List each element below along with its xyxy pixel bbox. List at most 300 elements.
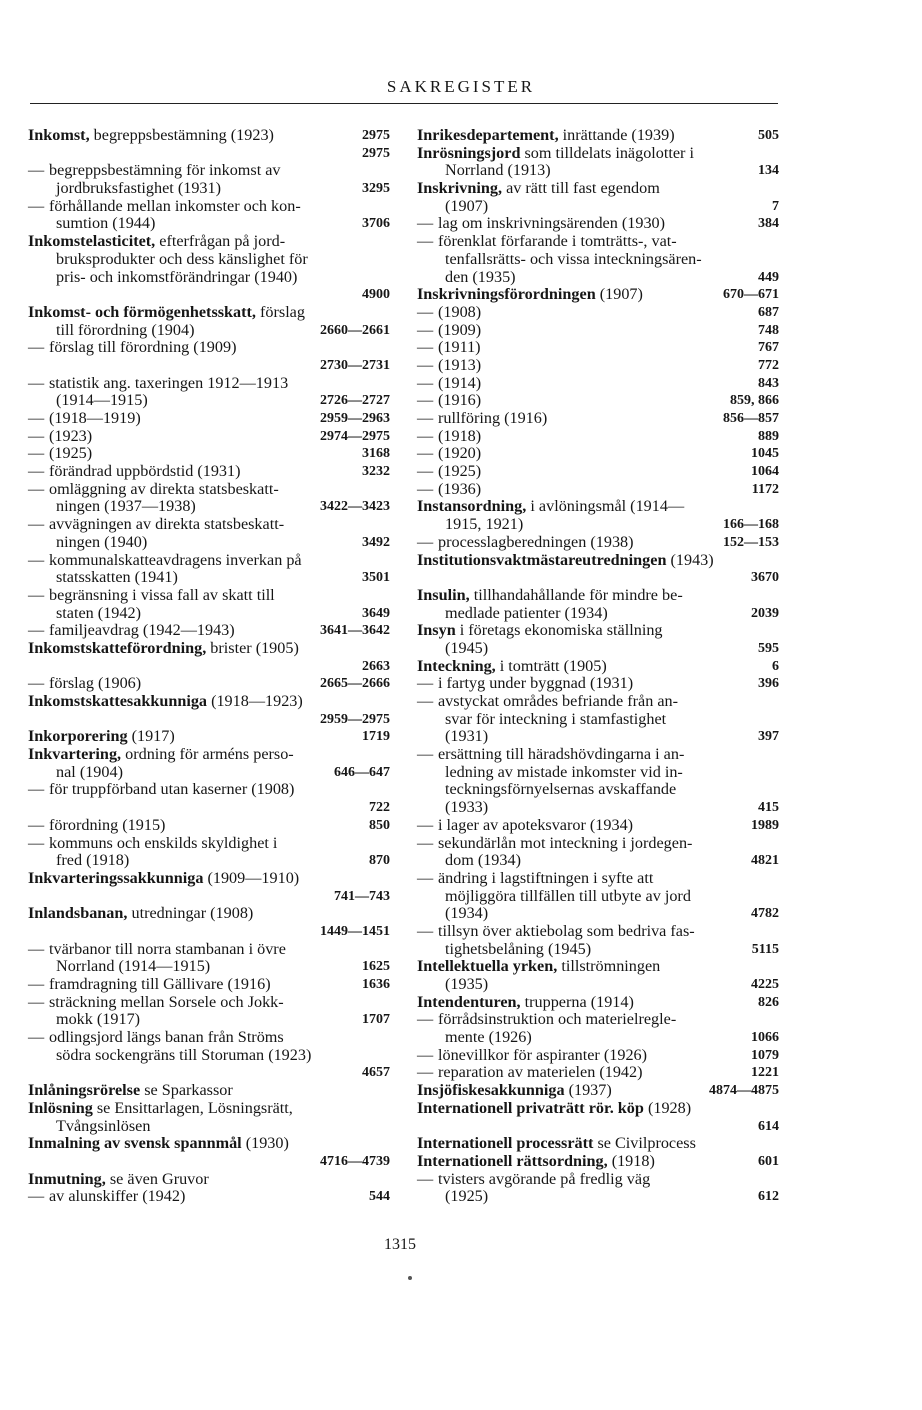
entry-text	[56, 322, 194, 340]
index-entry	[28, 1082, 390, 1100]
index-entry	[417, 1153, 779, 1171]
page-reference: 4782	[751, 906, 779, 922]
right-column	[417, 127, 779, 1206]
page-reference: 4821	[751, 853, 779, 869]
entry-description: tenfallsrätts- och vissa inteckningsären-	[445, 249, 702, 268]
page-reference: 1064	[751, 464, 779, 480]
entry-description: (1925)	[49, 444, 93, 463]
page-reference: 1449—1451	[320, 923, 390, 939]
entry-text	[445, 976, 488, 994]
entry-line	[417, 1011, 779, 1029]
ditto-dash: —	[417, 921, 434, 940]
entry-description: förändrad uppbördstid (1931)	[49, 462, 241, 481]
entry-line	[28, 1171, 390, 1189]
entry-line	[417, 516, 779, 534]
index-entry	[28, 1135, 390, 1170]
index-entry	[417, 693, 779, 746]
entry-headword: Inteckning,	[417, 656, 496, 675]
entry-text	[417, 835, 692, 853]
entry-line	[28, 605, 390, 623]
entry-description: ningen (1940)	[56, 532, 148, 551]
entry-description: utredningar (1908)	[127, 904, 254, 923]
entry-text	[56, 1011, 140, 1029]
entry-description: sträckning mellan Sorsele och Jokk-	[49, 992, 284, 1011]
entry-line	[417, 304, 779, 322]
index-entry	[417, 357, 779, 375]
entry-text	[56, 392, 148, 410]
page-reference: 3706	[362, 216, 390, 232]
entry-line	[28, 781, 390, 799]
entry-description: förenklat förfarande i tomträtts-, vat-	[438, 232, 677, 251]
page-reference: 1989	[751, 817, 779, 833]
page-reference: 397	[758, 729, 779, 745]
entry-description: ningen (1937—1938)	[56, 497, 196, 516]
entry-description: kommunalskatteavdragens inverkan på	[49, 550, 302, 569]
ditto-dash: —	[417, 426, 434, 445]
entry-line	[417, 1100, 779, 1118]
entry-text	[417, 180, 660, 198]
index-entry	[417, 746, 779, 817]
entry-line	[417, 994, 779, 1012]
entry-description: (1936)	[438, 479, 482, 498]
index-entry	[417, 622, 779, 657]
entry-text	[28, 339, 236, 357]
entry-description: teckningsförnyelsernas avskaffande	[445, 780, 677, 799]
index-entry	[417, 1047, 779, 1065]
entry-text	[28, 640, 299, 658]
index-entry	[417, 481, 779, 499]
entry-headword: Institutionsvaktmästareutredningen	[417, 550, 667, 569]
entry-description: (1923)	[49, 426, 93, 445]
entry-description: (1918)	[438, 426, 482, 445]
entry-description: av rätt till fast egendom	[502, 179, 660, 198]
entry-text	[417, 428, 481, 446]
entry-line	[417, 1135, 779, 1153]
entry-line	[417, 552, 779, 570]
index-entry	[417, 215, 779, 233]
entry-line	[28, 728, 390, 746]
entry-line	[28, 799, 390, 817]
page-reference: 3501	[362, 570, 390, 586]
ditto-dash: —	[417, 745, 434, 764]
ditto-dash: —	[28, 992, 45, 1011]
page-reference: 5115	[751, 941, 779, 957]
entry-line	[417, 923, 779, 941]
index-entry	[28, 463, 390, 481]
page-reference: 2663	[362, 658, 390, 674]
entry-line	[28, 941, 390, 959]
entry-line	[417, 658, 779, 676]
entry-description: Tvångsinlösen	[56, 1116, 151, 1135]
entry-description: (1907)	[445, 196, 489, 215]
index-entry	[28, 162, 390, 197]
ditto-dash: —	[417, 1010, 434, 1029]
entry-description: mente (1926)	[445, 1028, 532, 1047]
entry-text	[417, 1064, 643, 1082]
entry-description: (1933)	[445, 798, 489, 817]
ditto-dash: —	[417, 391, 434, 410]
page-reference: 2665—2666	[320, 676, 390, 692]
entry-line	[417, 799, 779, 817]
page-reference: 3168	[362, 446, 390, 462]
entry-line	[28, 1188, 390, 1206]
entry-description: 1915, 1921)	[445, 515, 524, 534]
entry-headword: Insjöfiskesakkunniga	[417, 1081, 565, 1100]
ditto-dash: —	[28, 674, 45, 693]
entry-description: tillsyn över aktiebolag som bedriva fas-	[438, 921, 695, 940]
index-entry	[417, 304, 779, 322]
page-reference: 826	[758, 994, 779, 1010]
entry-description: dom (1934)	[445, 851, 521, 870]
entry-description: (1908)	[438, 302, 482, 321]
entry-description: begreppsbestämning (1923)	[89, 126, 274, 144]
entry-text	[445, 799, 488, 817]
entry-description: framdragning till Gällivare (1916)	[49, 975, 271, 993]
index-entry	[417, 498, 779, 533]
entry-description: nal (1904)	[56, 762, 123, 781]
entry-description: sekundärlån mot inteckning i jordegen-	[438, 833, 693, 852]
entry-line	[417, 817, 779, 835]
index-entry	[28, 1171, 390, 1189]
index-entry	[417, 463, 779, 481]
index-entry	[28, 198, 390, 233]
entry-line	[28, 1011, 390, 1029]
page-reference: 1719	[362, 729, 390, 745]
entry-text	[28, 1135, 289, 1153]
entry-description: odlingsjord längs banan från Ströms	[49, 1028, 284, 1047]
entry-text	[28, 162, 281, 180]
entry-headword: Inlösning	[28, 1098, 93, 1117]
entry-line	[417, 888, 779, 906]
entry-text	[417, 1100, 691, 1118]
entry-line	[417, 322, 779, 340]
entry-line	[28, 1047, 390, 1065]
entry-text	[28, 1082, 233, 1100]
entry-text	[28, 304, 305, 322]
index-entry	[28, 410, 390, 428]
index-entry	[417, 534, 779, 552]
entry-line	[417, 463, 779, 481]
entry-text	[56, 269, 297, 287]
page-reference: 870	[369, 853, 390, 869]
page-reference: 1066	[751, 1030, 779, 1046]
page-reference: 1707	[362, 1012, 390, 1028]
entry-line	[417, 976, 779, 994]
entry-text	[28, 1029, 284, 1047]
page-reference: 384	[758, 216, 779, 232]
entry-line	[28, 1064, 390, 1082]
entry-text	[445, 711, 666, 729]
page-reference: 544	[369, 1189, 390, 1205]
entry-text	[445, 852, 521, 870]
entry-description: (1911)	[438, 338, 481, 357]
entry-headword: Inkomst,	[28, 126, 90, 144]
page-reference: 2660—2661	[320, 322, 390, 338]
entry-line	[417, 410, 779, 428]
index-entry	[417, 392, 779, 410]
entry-description: ändring i lagstiftningen i syfte att	[438, 868, 654, 887]
entry-headword: Inskrivning,	[417, 179, 503, 198]
entry-line	[28, 1135, 390, 1153]
ditto-dash: —	[28, 338, 45, 357]
page-reference: 4716—4739	[320, 1153, 390, 1169]
ditto-dash: —	[417, 462, 434, 481]
entry-line	[417, 693, 779, 711]
left-column	[28, 127, 390, 1206]
entry-line	[28, 445, 390, 463]
entry-text	[417, 357, 481, 375]
entry-line	[28, 251, 390, 269]
ditto-dash: —	[417, 674, 434, 693]
entry-line	[28, 304, 390, 322]
entry-line	[28, 1118, 390, 1136]
entry-line	[28, 516, 390, 534]
entry-text	[445, 764, 683, 782]
page-reference: 1172	[751, 481, 779, 497]
ditto-dash: —	[28, 939, 45, 958]
entry-line	[417, 764, 779, 782]
entry-text	[417, 498, 684, 516]
entry-description: (1916)	[438, 391, 482, 410]
ditto-dash: —	[28, 1187, 45, 1206]
entry-line	[417, 1082, 779, 1100]
entry-line	[417, 870, 779, 888]
entry-description: i lager av apoteksvaror (1934)	[438, 815, 634, 834]
ditto-dash: —	[28, 373, 45, 392]
index-entry	[417, 994, 779, 1012]
page-reference: 1221	[751, 1065, 779, 1081]
entry-description: Norrland (1914—1915)	[56, 957, 211, 976]
entry-line	[417, 215, 779, 233]
entry-line	[417, 162, 779, 180]
ditto-dash: —	[417, 302, 434, 321]
entry-line	[28, 463, 390, 481]
entry-headword: Inkvartering,	[28, 745, 122, 764]
entry-line	[28, 835, 390, 853]
entry-line	[28, 764, 390, 782]
entry-text	[417, 534, 634, 552]
entry-description: av alunskiffer (1942)	[49, 1187, 186, 1206]
entry-description: pris- och inkomstförändringar (1940)	[56, 267, 298, 286]
page-reference: 601	[758, 1153, 779, 1169]
entry-line	[28, 976, 390, 994]
entry-text	[445, 728, 488, 746]
ditto-dash: —	[417, 232, 434, 251]
page-reference: 767	[758, 340, 779, 356]
entry-headword: Insulin,	[417, 585, 470, 604]
ditto-dash: —	[417, 320, 434, 339]
index-entry	[417, 675, 779, 693]
entry-description: reparation av materielen (1942)	[438, 1063, 643, 1082]
entry-description: staten (1942)	[56, 603, 141, 622]
entry-line	[417, 675, 779, 693]
entry-line	[28, 870, 390, 888]
entry-headword: Inmalning av svensk spannmål	[28, 1134, 242, 1153]
entry-description: i avlöningsmål (1914—	[526, 497, 685, 516]
entry-description: inrättande (1939)	[558, 126, 675, 144]
entry-description: (1925)	[438, 462, 482, 481]
index-entry	[28, 516, 390, 551]
page-reference: 7	[772, 198, 779, 214]
entry-text	[417, 870, 653, 888]
page-reference: 889	[758, 428, 779, 444]
entry-text	[56, 534, 147, 552]
entry-description: se även Gruvor	[105, 1169, 209, 1188]
entry-text	[417, 958, 660, 976]
entry-line	[417, 905, 779, 923]
index-entry	[28, 835, 390, 870]
index-entry	[417, 233, 779, 286]
entry-description: se Civilprocess	[593, 1134, 696, 1153]
entry-headword: Intellektuella yrken,	[417, 957, 558, 976]
index-entry	[417, 410, 779, 428]
entry-line	[417, 605, 779, 623]
entry-text	[417, 304, 481, 322]
entry-line	[28, 498, 390, 516]
entry-text	[28, 746, 294, 764]
page-reference: 3649	[362, 605, 390, 621]
page-reference: 3641—3642	[320, 623, 390, 639]
index-entry	[417, 552, 779, 587]
entry-description: tighetsbelåning (1945)	[445, 939, 592, 958]
index-entry	[417, 1064, 779, 1082]
entry-text	[28, 481, 279, 499]
entry-text	[28, 233, 285, 251]
entry-description: avstyckat områdes befriande från an-	[438, 692, 678, 710]
index-entry	[417, 180, 779, 215]
entry-line	[28, 622, 390, 640]
entry-line	[417, 835, 779, 853]
entry-text	[417, 463, 481, 481]
page-reference: 4900	[362, 287, 390, 303]
page-reference: 2959—2975	[320, 711, 390, 727]
entry-text	[445, 888, 691, 906]
entry-text	[417, 994, 634, 1012]
entry-text	[445, 781, 676, 799]
entry-headword: Inskrivningsförordningen	[417, 285, 596, 304]
page-reference: 1625	[362, 959, 390, 975]
ditto-dash: —	[28, 409, 45, 427]
entry-text	[56, 1047, 311, 1065]
index-entry	[28, 1029, 390, 1082]
entry-text	[417, 923, 695, 941]
page-reference: 2974—2975	[320, 428, 390, 444]
entry-line	[28, 428, 390, 446]
page-reference: 687	[758, 304, 779, 320]
entry-line	[28, 269, 390, 287]
index-entry	[28, 428, 390, 446]
entry-text	[417, 658, 607, 676]
entry-line	[28, 322, 390, 340]
entry-description: förordning (1915)	[49, 815, 166, 834]
entry-line	[417, 286, 779, 304]
entry-line	[28, 339, 390, 357]
page-reference: 646—647	[334, 764, 390, 780]
page-reference: 166—168	[723, 517, 779, 533]
entry-headword: Inkomstskattesakkunniga	[28, 692, 208, 710]
entry-text	[28, 781, 294, 799]
entry-description: tvärbanor till norra stambanan i övre	[49, 939, 286, 958]
entry-description: (1928)	[643, 1098, 692, 1117]
entry-line	[28, 552, 390, 570]
entry-description: bruksprodukter och dess känslighet för	[56, 249, 308, 268]
entry-line	[28, 481, 390, 499]
ditto-dash: —	[28, 161, 45, 180]
page-reference: 741—743	[334, 888, 390, 904]
index-entry	[417, 658, 779, 676]
index-entry	[417, 145, 779, 180]
entry-description: (1909)	[438, 320, 482, 339]
index-entry	[417, 375, 779, 393]
ditto-dash: —	[417, 692, 434, 710]
entry-description: ersättning till häradshövdingarna i an-	[438, 745, 685, 764]
page-reference: 3492	[362, 534, 390, 550]
entry-description: (1917)	[127, 727, 175, 746]
entry-description: förslag (1906)	[49, 674, 142, 693]
entry-description: tillhandahållande för mindre be-	[469, 585, 683, 604]
entry-line	[417, 1047, 779, 1065]
entry-text	[445, 640, 488, 658]
page-reference: 722	[369, 800, 390, 816]
entry-line	[28, 994, 390, 1012]
index-entry	[28, 994, 390, 1029]
entry-description: (1920)	[438, 444, 482, 463]
entry-text	[417, 817, 633, 835]
page-reference: 612	[758, 1189, 779, 1205]
ditto-dash: —	[417, 815, 434, 834]
index-entry	[417, 322, 779, 340]
entry-description: avvägningen av direkta statsbeskatt-	[49, 515, 285, 534]
entry-line	[417, 587, 779, 605]
entry-text	[417, 1011, 676, 1029]
entry-text	[417, 322, 481, 340]
ditto-dash: —	[28, 585, 45, 604]
page-reference: 3670	[751, 570, 779, 586]
ditto-dash: —	[28, 1028, 45, 1047]
entry-description: (1937)	[564, 1081, 612, 1100]
index-entry	[28, 817, 390, 835]
entry-text	[28, 835, 277, 853]
entry-line	[417, 127, 779, 145]
entry-line	[28, 1082, 390, 1100]
page-reference: 748	[758, 322, 779, 338]
index-entry	[417, 1171, 779, 1206]
entry-description: möjliggöra tillfällen till utbyte av jord	[445, 886, 691, 905]
entry-description: sumtion (1944)	[56, 214, 156, 233]
entry-text	[56, 180, 221, 198]
entry-line	[417, 569, 779, 587]
entry-text	[28, 994, 284, 1012]
entry-text	[417, 445, 481, 463]
page-reference: 2975	[362, 145, 390, 161]
entry-text	[28, 976, 271, 994]
entry-description: förhållande mellan inkomster och kon-	[49, 196, 301, 215]
index-entry	[28, 941, 390, 976]
entry-description: (1931)	[445, 727, 489, 746]
index-entry	[28, 1188, 390, 1206]
entry-description: som tilldelats inägolotter i	[520, 143, 694, 162]
ditto-dash: —	[417, 214, 434, 233]
ditto-dash: —	[28, 621, 45, 640]
page-reference: 3232	[362, 464, 390, 480]
page-reference: 2975	[362, 128, 390, 143]
entry-text	[28, 445, 92, 463]
index-entry	[28, 781, 390, 816]
entry-description: den (1935)	[445, 267, 516, 286]
entry-text	[28, 693, 303, 711]
entry-text	[28, 428, 92, 446]
entry-line	[417, 339, 779, 357]
